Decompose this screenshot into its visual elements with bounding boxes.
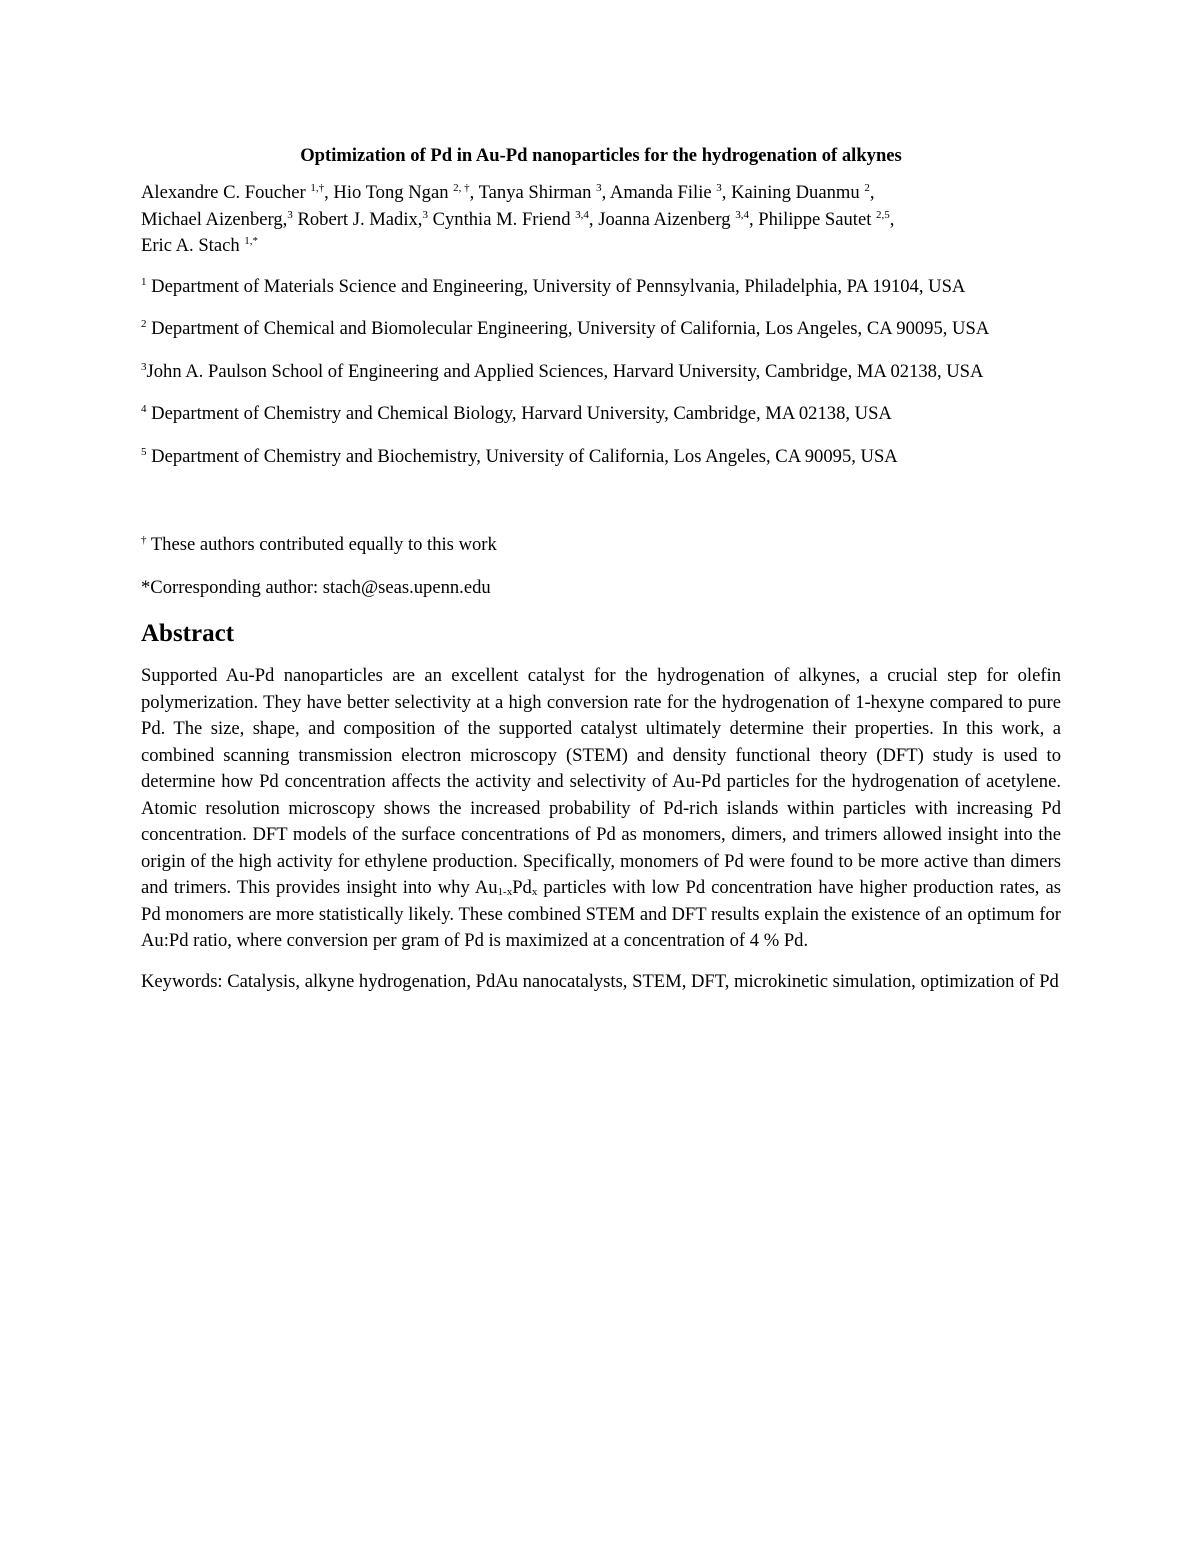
affiliation: $^2$ Department of Chemical and Biomolecular Engineering, University of California, Los Angeles, CA 90095, USA (141, 318, 990, 339)
author: Eric A. Stach $^{1,*}$ (141, 235, 259, 256)
abstract-body: Supported Au-Pd nanoparticles are an excellent catalyst for the hydrogenation of alkynes, a crucial step for olefin polymerization. They have better selectivity at a high conversion rate for the hydrogenation of 1-hexyne compared to pure Pd. The size, shape, and composition of the supported catalyst ultimately determine their properties. In this work, a combined scanning transmission electron microscopy (STEM) and density functional theory (DFT) study is used to determine how Pd concentration affects the activity and selectivity of Au-Pd particles for the hydrogenation of acetylene. Atomic resolution microscopy shows the increased probability of Pd-rich islands within particles with increasing Pd concentration. DFT models of the surface concentrations of Pd as monomers, dimers, and trimers allowed insight into the origin of the high activity for ethylene production. Specifically, monomers of Pd were found to be more active than dimers and trimers. This provides insight into why Au1-xPdx particles with low Pd concentration have higher production rates, as Pd monomers are more statistically likely. These combined STEM and DFT results explain the existence of an optimum for Au:Pd ratio, where conversion per gram of Pd is maximized at a concentration of 4 % Pd. (141, 665, 1061, 951)
affiliation: $^5$ Department of Chemistry and Biochemistry, University of California, Los Angeles, CA 90095, USA (141, 445, 898, 467)
author: Kaining Duanmu $^2$, (731, 182, 875, 203)
affiliation: $^3$John A. Paulson School of Engineering and Applied Sciences, Harvard University, Cambridge, MA 02138, USA (141, 360, 984, 382)
author-list (141, 180, 1061, 260)
affiliation: $^4$ Department of Chemistry and Chemical Biology, Harvard University, Cambridge, MA 02138, USA (141, 403, 892, 424)
author: Robert J. Madix,$^3$ (297, 208, 428, 230)
author: Philippe Sautet $^{2,5}$, (758, 208, 895, 230)
author: Cynthia M. Friend $^{3,4}$, (432, 208, 599, 230)
author: Hio Tong Ngan $^{2, \dagger}$, (333, 182, 479, 203)
author: Michael Aizenberg,$^3$ (141, 208, 293, 230)
author: Alexandre C. Foucher $^{1,\dagger}$, (141, 182, 334, 203)
author: Tanya Shirman $^3$, (478, 182, 610, 203)
affiliation: $^1$ Department of Materials Science and Engineering, University of Pennsylvania, Philadelphia, PA 19104, USA (141, 275, 966, 297)
page-content (141, 144, 1061, 995)
corresponding-author-note: *Corresponding author: stach@seas.upenn.edu (141, 576, 491, 598)
author: Joanna Aizenberg $^{3,4}$, (598, 208, 759, 230)
keywords: Keywords: Catalysis, alkyne hydrogenation, PdAu nanocatalysts, STEM, DFT, microkinetic simulation, optimization of Pd (141, 970, 1059, 992)
author: Amanda Filie $^3$, (609, 182, 732, 203)
alloy-formula: Au1-xPdx (474, 877, 538, 898)
spacer (141, 486, 1061, 532)
paper-title: Optimization of Pd in Au-Pd nanoparticles for the hydrogenation of alkynes (300, 145, 902, 166)
equal-contribution-note: † These authors contributed equally to this work (141, 534, 497, 555)
abstract-heading: Abstract (141, 620, 235, 647)
